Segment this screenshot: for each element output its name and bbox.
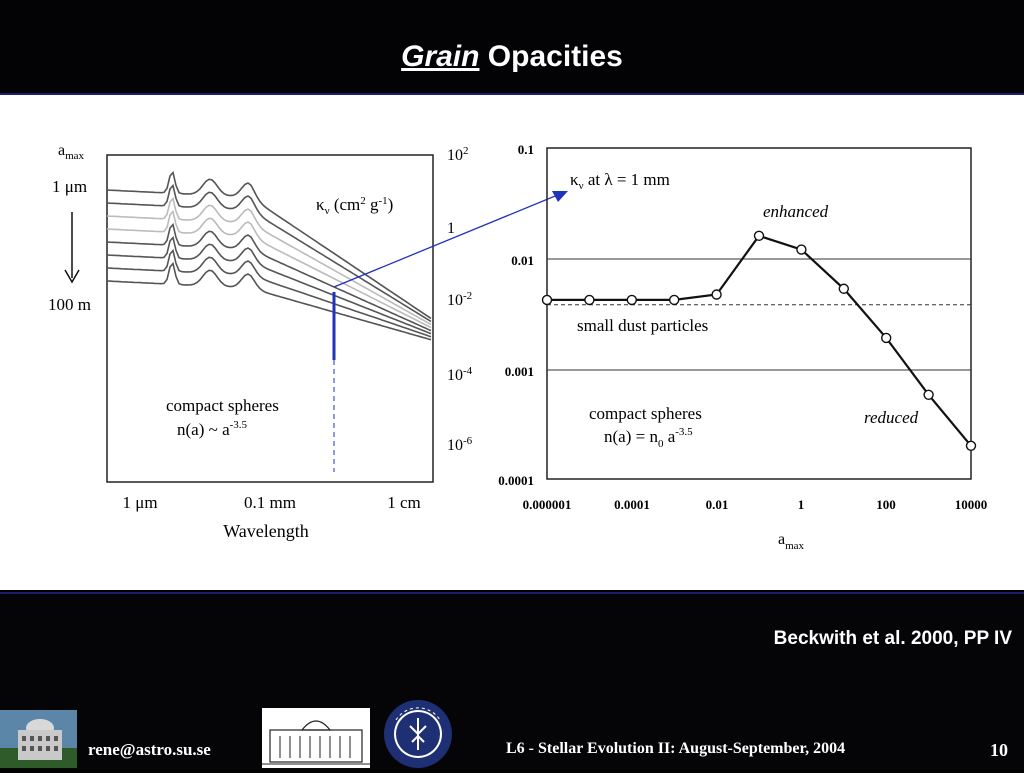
right-xtick-4: 100	[876, 497, 896, 512]
left-amax-top: 1 μm	[52, 177, 88, 196]
right-xtick-5: 10000	[954, 497, 988, 512]
left-kappa-label: $\kappa_\nu$ ($cm^2$ $g^{-1}$)	[316, 195, 394, 217]
footer-course: L6 - Stellar Evolution II: August-September, 2004	[506, 740, 846, 757]
data-point	[924, 390, 933, 399]
data-point	[712, 290, 721, 299]
data-point	[755, 231, 764, 240]
slide-title	[0, 40, 1024, 74]
right-title: $\kappa_\nu$ at λ = 1 mm	[570, 170, 670, 192]
left-amax-bottom: 100 m	[48, 295, 91, 314]
label-enhanced: enhanced	[763, 202, 829, 221]
left-xtick-2: 1 cm	[387, 493, 421, 512]
right-xlabel: $a_{max}$	[778, 531, 805, 552]
data-point	[839, 284, 848, 293]
label-compact-spheres: compact spheres	[589, 404, 702, 423]
left-amax-label: $a_{max}$	[58, 142, 85, 162]
left-xtick-1: 0.1 mm	[244, 493, 296, 512]
right-ytick-0: 0.1	[517, 142, 534, 157]
data-point	[670, 295, 679, 304]
building-photo-icon	[0, 710, 77, 768]
citation: Beckwith et al. 2000, PP IV	[773, 628, 1012, 649]
left-annotation-2: n(a) ~ $a^{-3.5}$	[177, 419, 248, 439]
label-distribution: $n(a) = n_0$ $a^{-3.5}$	[604, 426, 693, 450]
figure-panel	[0, 95, 1024, 590]
observatory-drawing-logo	[262, 708, 370, 768]
left-ytick-1: 1	[447, 220, 455, 237]
right-xtick-2: 0.01	[705, 497, 729, 512]
right-xtick-0: 0.000001	[522, 497, 572, 512]
page-number: 10	[990, 740, 1008, 760]
label-small-dust: small dust particles	[577, 316, 709, 335]
left-chart	[48, 142, 473, 541]
data-point	[882, 333, 891, 342]
left-ytick-4: $10^{-6}$	[447, 435, 473, 454]
data-point	[797, 245, 806, 254]
left-annotation-1: compact spheres	[166, 396, 279, 415]
building-photo-logo	[0, 710, 77, 768]
right-xtick-3: 1	[797, 497, 805, 512]
right-ytick-1: 0.01	[511, 253, 534, 268]
data-point	[585, 295, 594, 304]
opacity-curve-2	[107, 199, 431, 325]
right-ytick-2: 0.001	[504, 364, 534, 379]
left-xlabel: Wavelength	[223, 521, 309, 541]
right-chart	[498, 142, 987, 552]
university-seal-icon	[382, 698, 454, 768]
right-xtick-1: 0.0001	[614, 497, 650, 512]
left-xtick-0: 1 μm	[122, 493, 158, 512]
left-ytick-0: $10^2$	[447, 145, 469, 164]
figure-svg	[0, 95, 1024, 590]
data-point	[627, 295, 636, 304]
university-seal-logo	[382, 698, 454, 768]
left-ytick-3: $10^{-4}$	[447, 365, 473, 384]
title-rest: Opacities	[479, 40, 623, 73]
left-ytick-2: $10^{-2}$	[447, 290, 473, 309]
label-reduced: reduced	[864, 408, 919, 427]
right-ytick-3: 0.0001	[498, 473, 534, 488]
data-point	[967, 441, 976, 450]
title-italic: Grain	[401, 40, 480, 73]
observatory-icon	[262, 708, 370, 768]
data-point	[543, 295, 552, 304]
opacity-curve-7	[107, 264, 431, 340]
footer-email[interactable]: rene@astro.su.se	[88, 740, 211, 759]
